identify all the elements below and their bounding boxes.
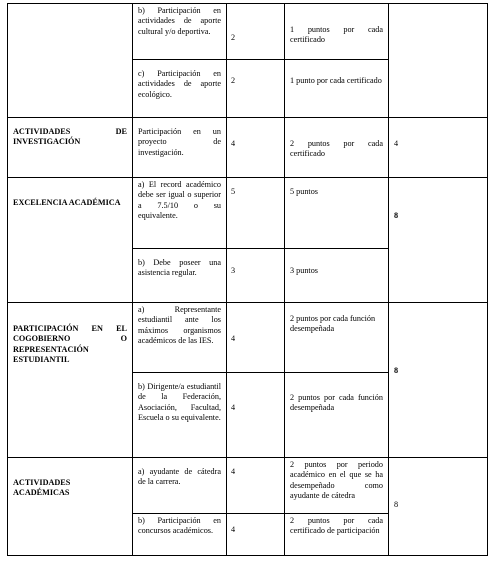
table-row — [8, 458, 488, 514]
detail-cell: 2 puntos por cada función desempeñada — [285, 373, 389, 458]
points-cell: 2 — [227, 4, 285, 60]
category-cell: EXCELENCIA ACADÉMICA — [8, 178, 133, 303]
max-cell: 8 — [389, 303, 488, 458]
scoring-table — [7, 3, 488, 556]
detail-cell: 1 puntos por cada certificado — [285, 4, 389, 60]
criterion-cell: a) El record académico debe ser igual o superior a 7.5/10 o su equivalente. — [133, 178, 227, 249]
points-cell: 4 — [227, 458, 285, 514]
points-cell: 3 — [227, 249, 285, 303]
criterion-cell: b) Debe poseer una asistencia regular. — [133, 249, 227, 303]
criterion-cell: c) Participación en actividades de aporte ecológico. — [133, 60, 227, 118]
table-row — [8, 118, 488, 178]
detail-cell: 2 puntos por cada función desempeñada — [285, 303, 389, 373]
category-cell: ACTIVIDADES ACADÉMICAS — [8, 458, 133, 556]
criterion-cell: Participación en un proyecto de investigación. — [133, 118, 227, 178]
detail-cell: 3 puntos — [285, 249, 389, 303]
max-cell: 8 — [389, 178, 488, 303]
points-cell: 2 — [227, 60, 285, 118]
criterion-cell: a) ayudante de cátedra de la carrera. — [133, 458, 227, 514]
table-row — [8, 178, 488, 249]
table-row — [8, 4, 488, 60]
detail-cell: 2 puntos por cada certificado — [285, 118, 389, 178]
criterion-cell: b) Participación en concursos académicos. — [133, 514, 227, 556]
criterion-cell: b) Participación en actividades de aporte cultural y/o deportiva. — [133, 4, 227, 60]
detail-cell: 5 puntos — [285, 178, 389, 249]
max-cell — [389, 4, 488, 118]
points-cell: 4 — [227, 514, 285, 556]
max-cell: 8 — [389, 458, 488, 556]
points-cell: 4 — [227, 373, 285, 458]
points-cell: 5 — [227, 178, 285, 249]
category-cell: ACTIVIDADES DE INVESTIGACIÓN — [8, 118, 133, 178]
criterion-cell: b) Dirigente/a estudiantil de la Federación, Asociación, Facultad, Escuela o su equivalente. — [133, 373, 227, 458]
criterion-cell: a) Representante estudiantil ante los máximos organismos académicos de las IES. — [133, 303, 227, 373]
detail-cell: 2 puntos por cada certificado de participación — [285, 514, 389, 556]
category-cell — [8, 4, 133, 118]
detail-cell: 2 puntos por periodo académico en el que se ha desempeñado como ayudante de cátedra — [285, 458, 389, 514]
category-cell: PARTICIPACIÓN EN EL COGOBIERNO O REPRESENTACIÓN ESTUDIANTIL — [8, 303, 133, 458]
points-cell: 4 — [227, 118, 285, 178]
detail-cell: 1 punto por cada certificado — [285, 60, 389, 118]
points-cell: 4 — [227, 303, 285, 373]
table-row — [8, 303, 488, 373]
max-cell: 4 — [389, 118, 488, 178]
